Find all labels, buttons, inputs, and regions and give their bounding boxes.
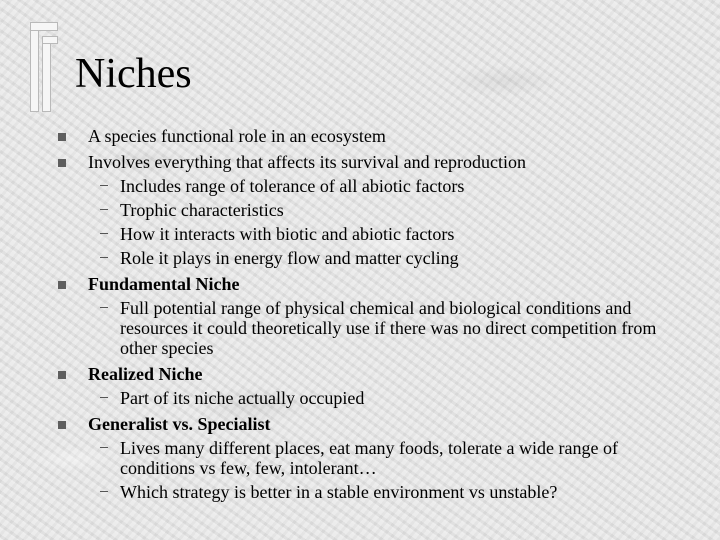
sub-bullet-text: Part of its niche actually occupied (120, 388, 365, 408)
bullet-square-icon (58, 281, 66, 289)
bullet-square-icon (58, 133, 66, 141)
bullet-text: Fundamental Niche (88, 274, 240, 294)
bullet-item (0, 414, 720, 502)
sub-bullet-text: Role it plays in energy flow and matter cycling (120, 248, 459, 268)
decorative-bracket (30, 22, 56, 110)
dash-icon (100, 209, 108, 210)
bullet-text: A species functional role in an ecosystem (88, 126, 386, 146)
sub-bullet-text: Which strategy is better in a stable environment vs unstable? (120, 482, 558, 502)
dash-icon (100, 307, 108, 308)
bullet-square-icon (58, 421, 66, 429)
sub-bullet-text: Lives many different places, eat many foods, tolerate a wide range of conditions vs few, few, intolerant… (120, 438, 618, 478)
slide-title: Niches (75, 51, 192, 97)
bullet-item (0, 274, 720, 358)
bullet-square-icon (58, 159, 66, 167)
dash-icon (100, 233, 108, 234)
bullet-text: Realized Niche (88, 364, 203, 384)
sub-bullet-text: Includes range of tolerance of all abiotic factors (120, 176, 465, 196)
bullet-list (0, 126, 720, 508)
bullet-item (0, 152, 720, 268)
bullet-item (0, 364, 720, 408)
bullet-square-icon (58, 371, 66, 379)
dash-icon (100, 447, 108, 448)
dash-icon (100, 491, 108, 492)
dash-icon (100, 185, 108, 186)
sub-bullet-text: Full potential range of physical chemical and biological conditions and resources it could theoretically use if there was no direct competition from other species (120, 298, 657, 358)
bullet-text: Generalist vs. Specialist (88, 414, 271, 434)
dash-icon (100, 397, 108, 398)
dash-icon (100, 257, 108, 258)
bullet-text: Involves everything that affects its survival and reproduction (88, 152, 527, 172)
sub-bullet-text: How it interacts with biotic and abiotic factors (120, 224, 455, 244)
bullet-item (0, 126, 720, 146)
sub-bullet-text: Trophic characteristics (120, 200, 284, 220)
